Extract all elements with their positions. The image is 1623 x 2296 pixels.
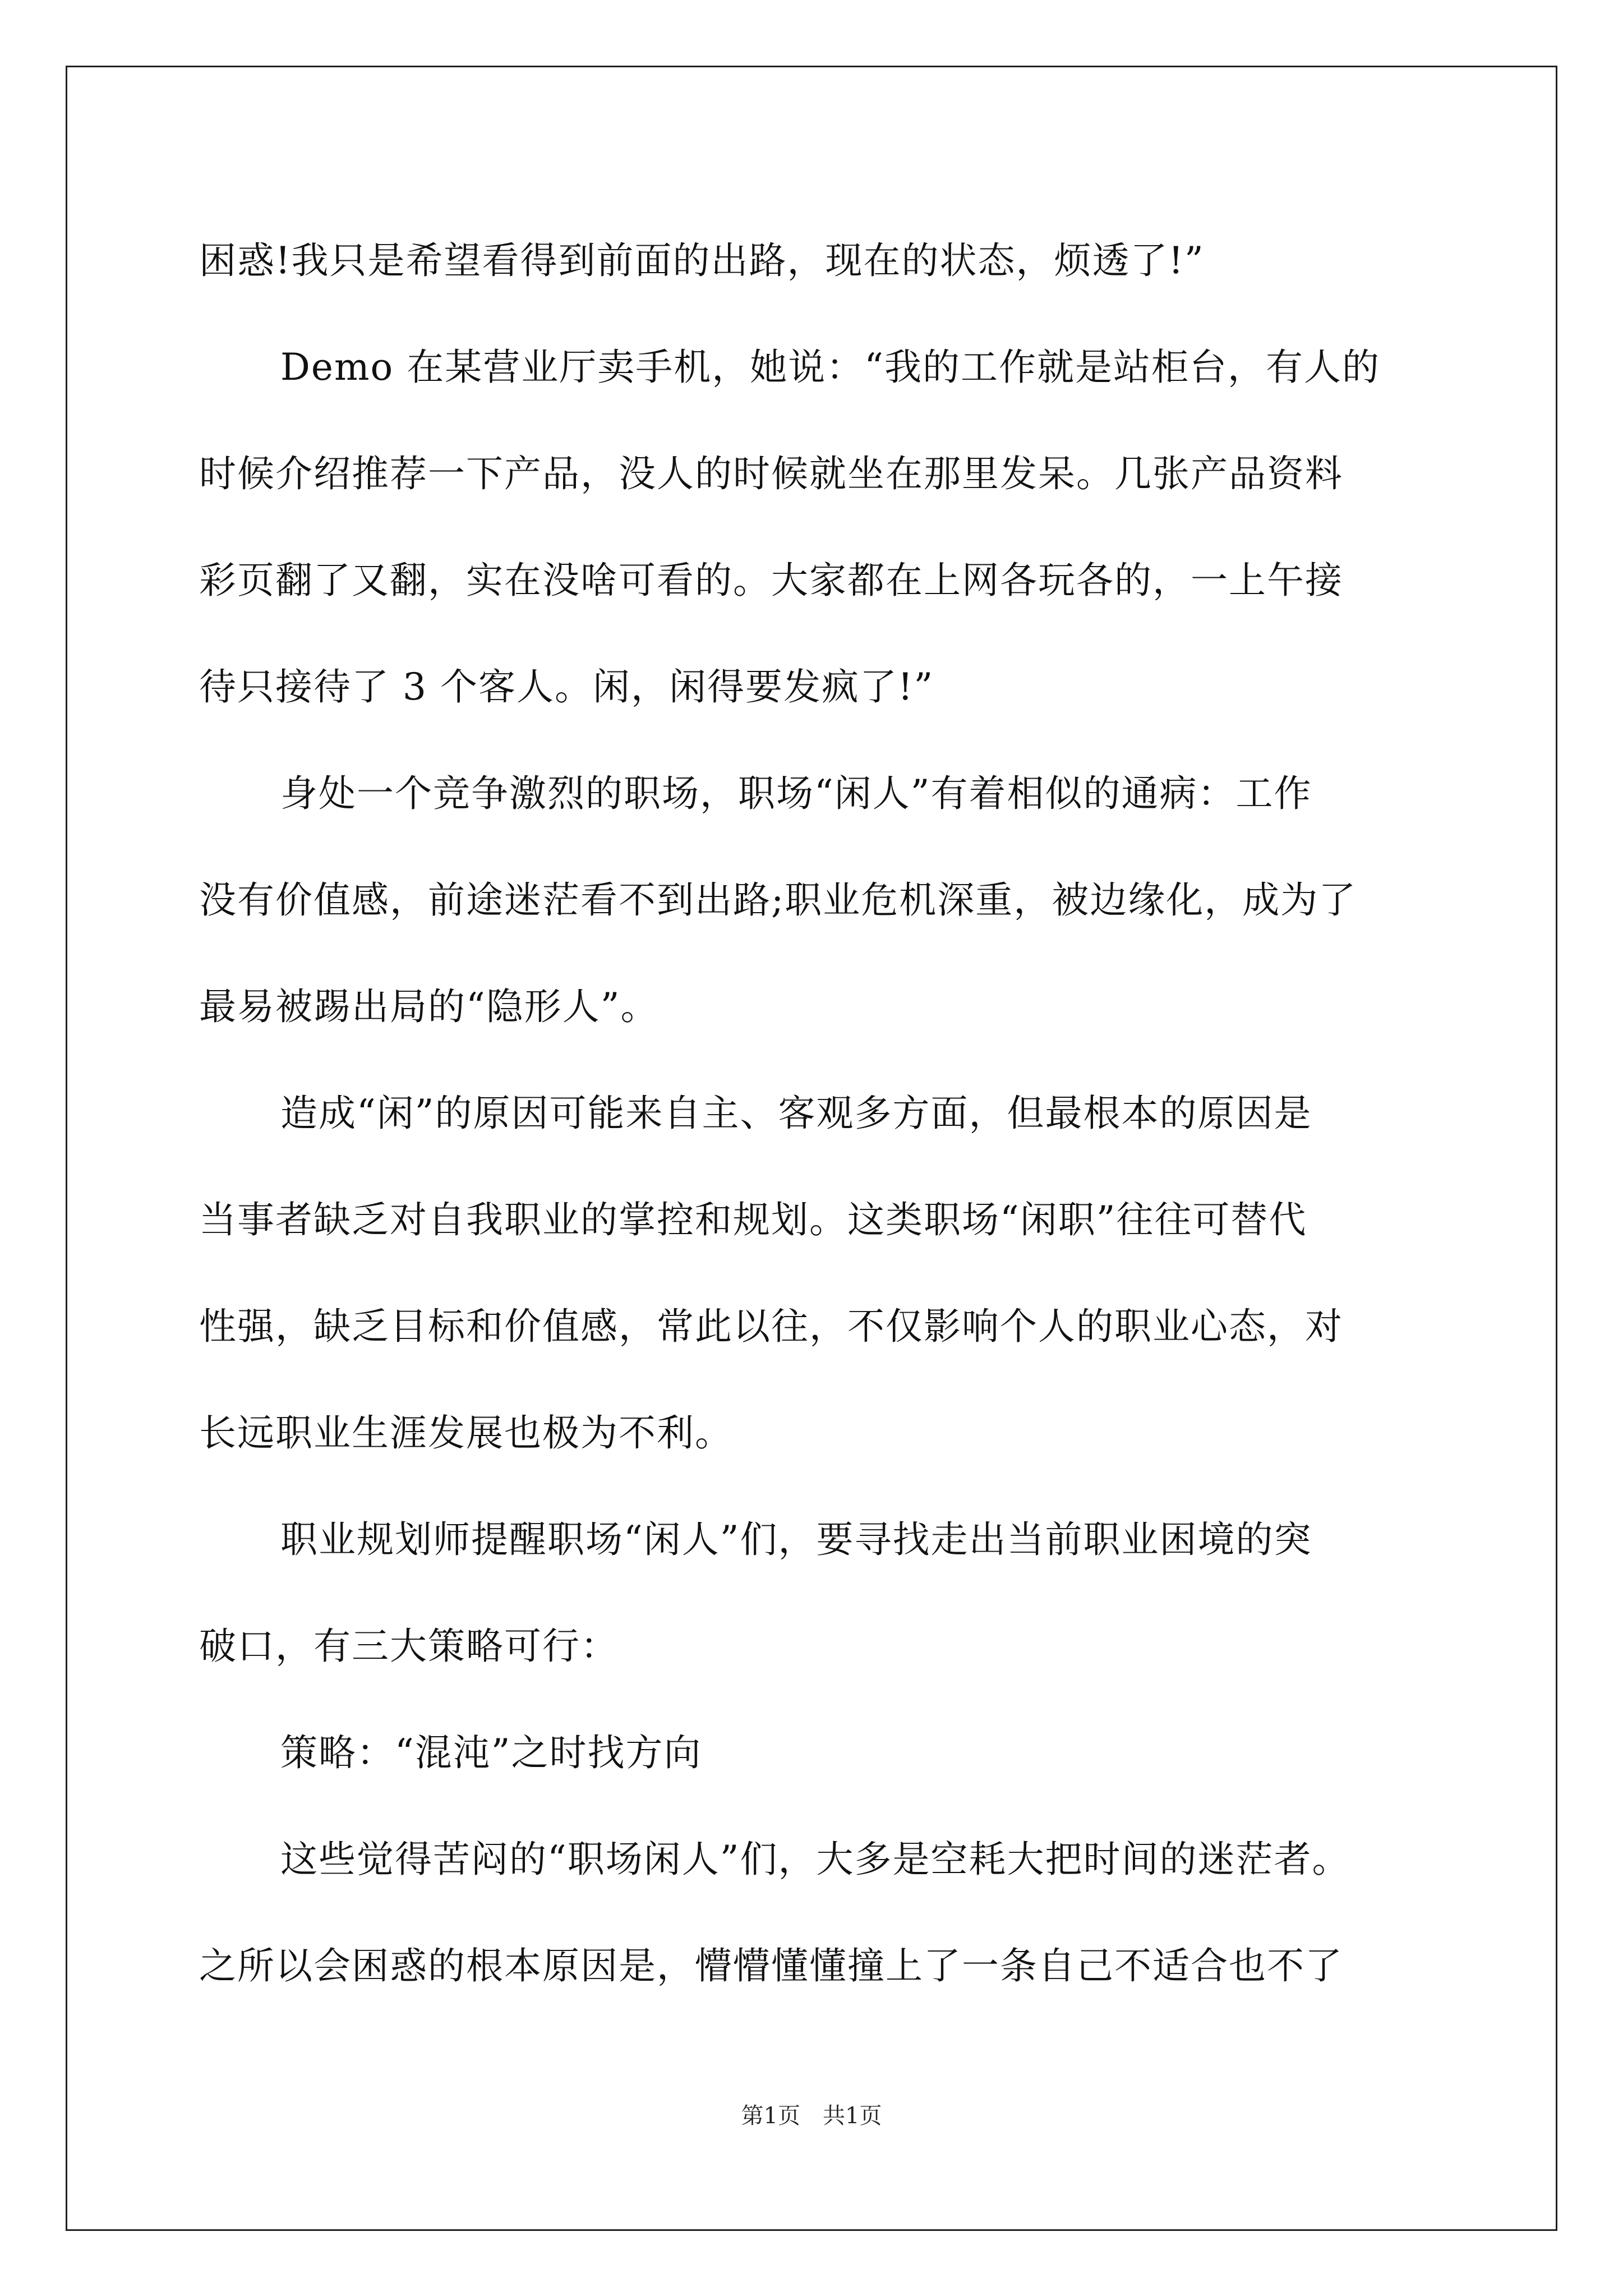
text-line: 性强，缺乏目标和价值感，常此以往，不仅影响个人的职业心态，对 bbox=[199, 1305, 1343, 1348]
text-line: 身处一个竞争激烈的职场，职场“闲人”有着相似的通病：工作 bbox=[280, 772, 1312, 815]
text-line: 彩页翻了又翻，实在没啥可看的。大家都在上网各玩各的，一上午接 bbox=[199, 559, 1343, 602]
text-line: 最易被踢出局的“隐形人”。 bbox=[199, 985, 659, 1028]
text-line: 造成“闲”的原因可能来自主、客观多方面，但最根本的原因是 bbox=[280, 1092, 1312, 1135]
text-line: 破口，有三大策略可行： bbox=[199, 1625, 619, 1668]
text-line: Demo 在某营业厅卖手机，她说：“我的工作就是站柜台，有人的 bbox=[280, 346, 1381, 389]
document-body bbox=[199, 208, 1461, 2019]
page-footer: 第1页 共1页 bbox=[741, 2103, 882, 2129]
text-line: 之所以会困惑的根本原因是，懵懵懂懂撞上了一条自己不适合也不了 bbox=[199, 1944, 1343, 1987]
text-line: 这些觉得苦闷的“职场闲人”们，大多是空耗大把时间的迷茫者。 bbox=[280, 1838, 1350, 1881]
text-line: 当事者缺乏对自我职业的掌控和规划。这类职场“闲职”往往可替代 bbox=[199, 1198, 1307, 1241]
text-line: 没有价值感，前途迷茫看不到出路;职业危机深重，被边缘化，成为了 bbox=[199, 878, 1357, 922]
text-line: 策略：“混沌”之时找方向 bbox=[280, 1731, 702, 1774]
text-line: 职业规划师提醒职场“闲人”们，要寻找走出当前职业困境的突 bbox=[280, 1518, 1312, 1561]
text-line: 困惑!我只是希望看得到前面的出路，现在的状态，烦透了!” bbox=[199, 239, 1205, 282]
text-line: 待只接待了 3 个客人。闲，闲得要发疯了!” bbox=[199, 665, 934, 708]
text-line: 时候介绍推荐一下产品，没人的时候就坐在那里发呆。几张产品资料 bbox=[199, 452, 1343, 495]
text-line: 长远职业生涯发展也极为不利。 bbox=[199, 1411, 733, 1455]
